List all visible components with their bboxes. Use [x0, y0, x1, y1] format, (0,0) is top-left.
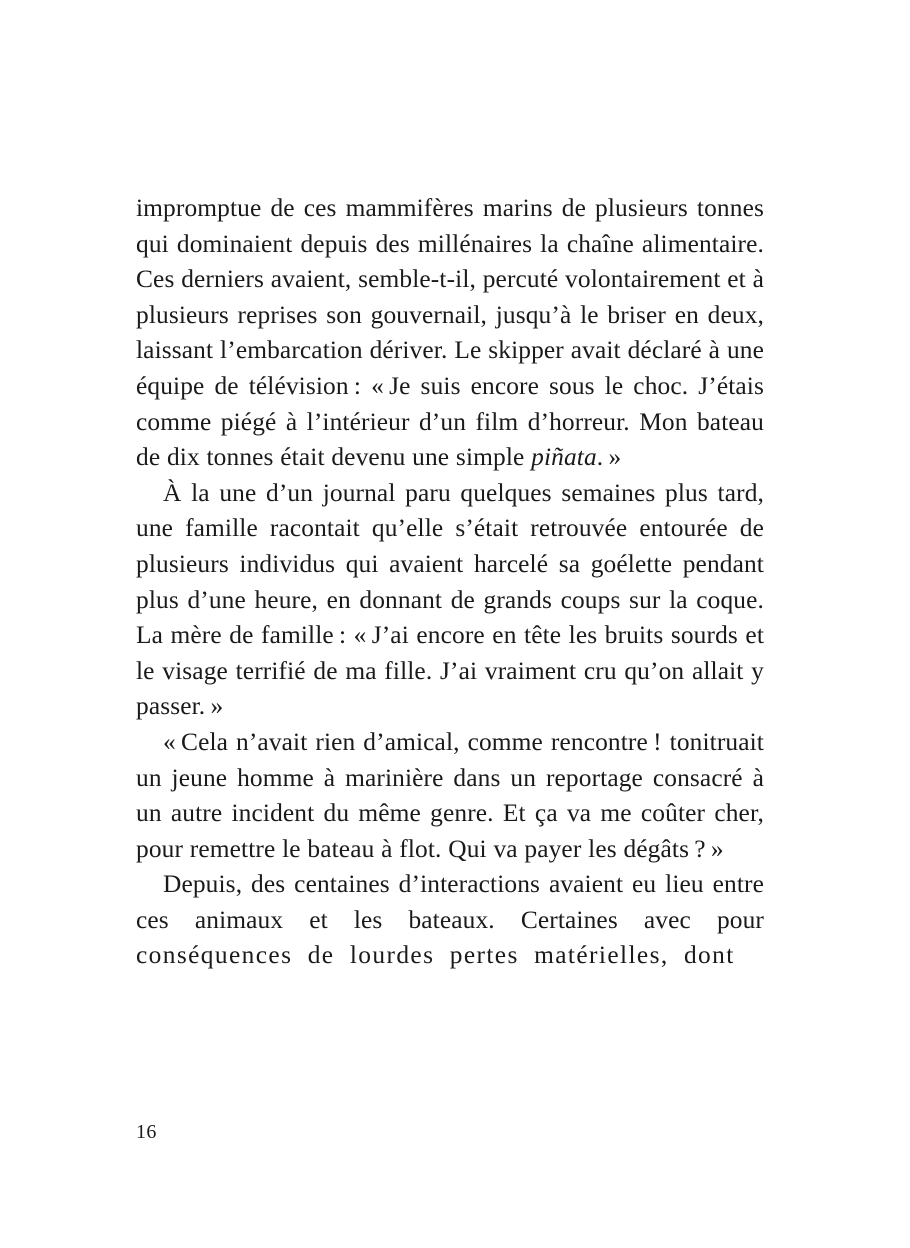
paragraph-4-text-part-1: Depuis, des centaines d’interactions avaient eu lieu entre ces animaux et les bateaux. Certaines avec pour: [136, 870, 764, 934]
paragraph-2: [136, 476, 764, 725]
paragraph-2-text: À la une d’un journal paru quelques semaines plus tard, une famille racontait qu’elle s’était retrouvée entourée de plusieurs individus qui avaient harcelé sa goélette pendant plus d’une heure, en donnant de grands coups sur la coque. La mère de famille : « J’ai encore en tête les bruits sourds et le visage terrifié de ma fille. J’ai vraiment cru qu’on allait y passer. »: [136, 478, 764, 721]
paragraph-4-text-part-2: conséquences de lourdes pertes matérielles, dont: [136, 941, 735, 970]
paragraph-1: [136, 191, 764, 476]
paragraph-1-italic-piñata: piñata: [531, 443, 597, 472]
paragraph-1-text-part-2: . »: [596, 443, 622, 472]
paragraph-1-text-part-1: impromptue de ces mammifères marins de plusieurs tonnes qui dominaient depuis des millénaires la chaîne alimentaire. Ces derniers avaient, semble-t-il, percuté volontairement et à plusieurs reprises son gouvernail, jusqu’à le briser en deux, laissant l’embarcation dériver. Le skipper avait déclaré à une équipe de télévision : « Je suis encore sous le choc. J’étais comme piégé à l’intérieur d’un film d’horreur. Mon bateau de dix tonnes était devenu une simple: [136, 194, 764, 472]
paragraph-3: [136, 725, 764, 867]
paragraph-4: [136, 867, 764, 974]
paragraph-3-text: « Cela n’avait rien d’amical, comme rencontre ! tonitruait un jeune homme à marinière dans un reportage consacré à un autre incident du même genre. Et ça va me coûter cher, pour remettre le bateau à flot. Qui va payer les dégâts ? »: [136, 727, 764, 863]
page-number: 16: [136, 1121, 157, 1143]
body-text-block: [136, 191, 764, 974]
